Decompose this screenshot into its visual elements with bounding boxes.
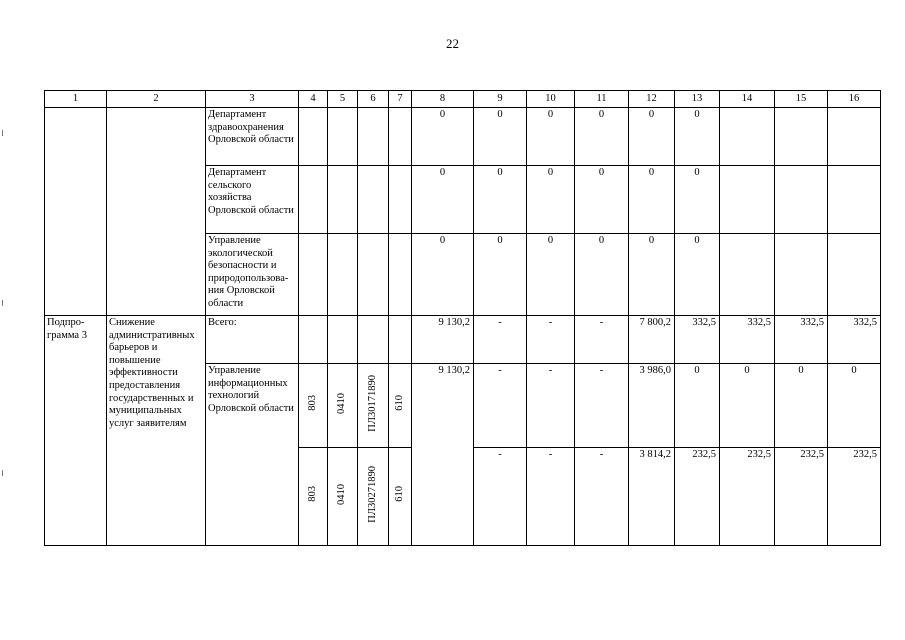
department-name: Департамент здравоохранения Орловской области bbox=[206, 108, 299, 166]
col-header: 6 bbox=[358, 91, 389, 108]
value-cell: 0 bbox=[720, 364, 775, 448]
total-label: Всего: bbox=[206, 316, 299, 364]
value-cell: 232,5 bbox=[675, 448, 720, 546]
value-cell: 9 130,2 bbox=[412, 316, 474, 364]
code-cell bbox=[358, 448, 389, 546]
code-cell bbox=[389, 448, 412, 546]
value-cell: 3 814,2 bbox=[629, 448, 675, 546]
value-cell: 0 bbox=[474, 108, 527, 166]
value-cell: 0 bbox=[675, 108, 720, 166]
empty-cell bbox=[107, 108, 206, 316]
code-cell bbox=[328, 448, 358, 546]
col-header: 15 bbox=[775, 91, 828, 108]
value-cell: 3 986,0 bbox=[629, 364, 675, 448]
col-header: 12 bbox=[629, 91, 675, 108]
value-cell: 332,5 bbox=[775, 316, 828, 364]
scan-edge-mark bbox=[2, 300, 3, 306]
col-header: 13 bbox=[675, 91, 720, 108]
code-text: ПЛ30271890 bbox=[366, 465, 378, 523]
value-cell: 0 bbox=[629, 234, 675, 316]
value-cell: 0 bbox=[527, 166, 575, 234]
value-cell: 0 bbox=[412, 166, 474, 234]
value-cell: 232,5 bbox=[775, 448, 828, 546]
col-header: 8 bbox=[412, 91, 474, 108]
code-text: 803 bbox=[306, 395, 318, 412]
value-cell: - bbox=[474, 316, 527, 364]
value-cell: 0 bbox=[575, 166, 629, 234]
value-cell: 7 800,2 bbox=[629, 316, 675, 364]
code-text: ПЛ30171890 bbox=[366, 374, 378, 432]
code-text: 0410 bbox=[336, 392, 348, 414]
col-header: 11 bbox=[575, 91, 629, 108]
value-cell: - bbox=[575, 316, 629, 364]
col-header: 1 bbox=[45, 91, 107, 108]
col-header: 3 bbox=[206, 91, 299, 108]
code-cell bbox=[328, 364, 358, 448]
value-cell: 232,5 bbox=[828, 448, 881, 546]
subprogram-label: Подпро-грамма 3 bbox=[45, 316, 107, 546]
col-header: 14 bbox=[720, 91, 775, 108]
value-cell: 0 bbox=[675, 364, 720, 448]
code-cell bbox=[299, 448, 328, 546]
executor-name: Управление информационных технологий Орловской области bbox=[206, 364, 299, 546]
empty-cell bbox=[45, 108, 107, 316]
col-header: 7 bbox=[389, 91, 412, 108]
value-cell: - bbox=[527, 364, 575, 448]
value-cell: 0 bbox=[828, 364, 881, 448]
value-cell: 0 bbox=[527, 108, 575, 166]
code-text: 803 bbox=[306, 486, 318, 503]
column-number-row bbox=[45, 91, 881, 108]
value-cell: 0 bbox=[675, 234, 720, 316]
value-cell: 0 bbox=[775, 364, 828, 448]
col-header: 2 bbox=[107, 91, 206, 108]
col-header: 4 bbox=[299, 91, 328, 108]
code-text: 610 bbox=[393, 395, 405, 412]
code-cell bbox=[389, 364, 412, 448]
code-cell bbox=[358, 364, 389, 448]
budget-table bbox=[44, 90, 881, 546]
value-cell: 0 bbox=[675, 166, 720, 234]
value-cell: 0 bbox=[575, 234, 629, 316]
value-cell: 0 bbox=[412, 108, 474, 166]
code-cell bbox=[299, 364, 328, 448]
value-cell: 332,5 bbox=[828, 316, 881, 364]
department-name: Управление экологической безопасности и природопользова-ния Орловской области bbox=[206, 234, 299, 316]
scan-edge-mark bbox=[2, 130, 3, 136]
value-cell: 0 bbox=[629, 166, 675, 234]
table-row bbox=[45, 108, 881, 166]
value-cell: - bbox=[527, 448, 575, 546]
value-cell: - bbox=[527, 316, 575, 364]
value-cell: - bbox=[474, 448, 527, 546]
value-cell: - bbox=[575, 448, 629, 546]
department-name: Департамент сельского хозяйства Орловской области bbox=[206, 166, 299, 234]
scan-edge-mark bbox=[2, 470, 3, 476]
value-cell: 0 bbox=[629, 108, 675, 166]
value-cell: 0 bbox=[474, 234, 527, 316]
col-header: 5 bbox=[328, 91, 358, 108]
value-cell: 0 bbox=[575, 108, 629, 166]
col-header: 16 bbox=[828, 91, 881, 108]
value-cell: 232,5 bbox=[720, 448, 775, 546]
table-row bbox=[45, 316, 881, 364]
value-cell: - bbox=[575, 364, 629, 448]
value-cell: 332,5 bbox=[675, 316, 720, 364]
value-cell: 9 130,2 bbox=[412, 364, 474, 546]
value-cell: 0 bbox=[412, 234, 474, 316]
value-cell: - bbox=[474, 364, 527, 448]
value-cell: 0 bbox=[527, 234, 575, 316]
code-text: 610 bbox=[393, 486, 405, 503]
code-text: 0410 bbox=[336, 483, 348, 505]
value-cell: 332,5 bbox=[720, 316, 775, 364]
page-number: 22 bbox=[446, 36, 459, 51]
subprogram-title: Снижение административных барьеров и повышение эффективности предоставления государственных и муниципальных услуг заявителям bbox=[107, 316, 206, 546]
value-cell: 0 bbox=[474, 166, 527, 234]
col-header: 10 bbox=[527, 91, 575, 108]
col-header: 9 bbox=[474, 91, 527, 108]
